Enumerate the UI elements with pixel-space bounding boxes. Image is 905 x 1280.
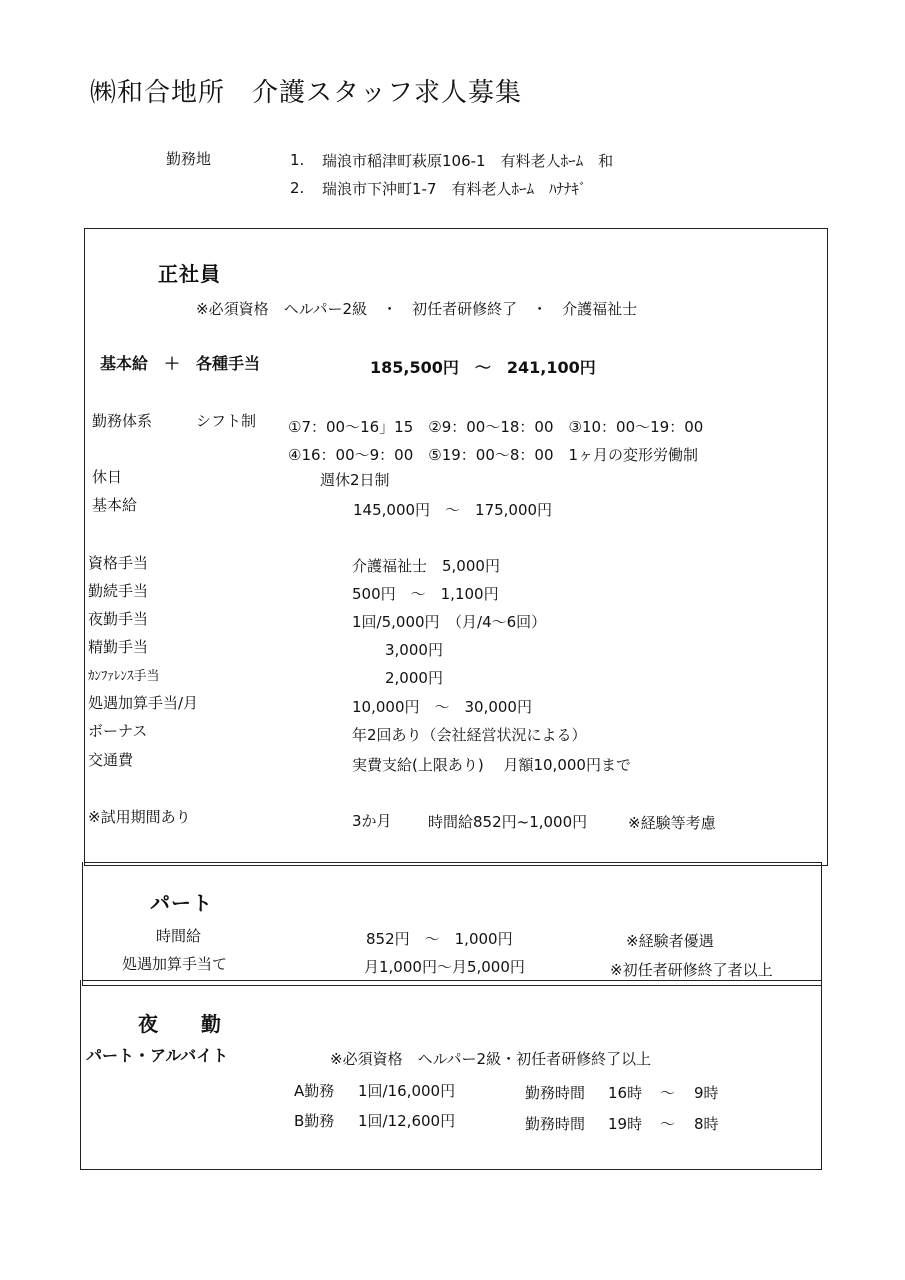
- base-pay-label: 基本給: [92, 496, 138, 514]
- allowance-value: 介護福祉士 5,000円: [352, 557, 500, 575]
- parttime-heading: パート: [150, 891, 213, 915]
- night-subheading: パート・アルバイト: [86, 1046, 229, 1065]
- base-pay-value: 145,000円 ～ 175,000円: [353, 501, 553, 519]
- trial-note: ※経験等考慮: [628, 814, 716, 832]
- night-box: [80, 980, 822, 1170]
- parttime-bonus-label: 処遇加算手当て: [122, 955, 228, 973]
- holiday-label: 休日: [92, 468, 123, 486]
- page-title: ㈱和合地所 介護スタッフ求人募集: [90, 78, 523, 108]
- shift-b-end: 8時: [694, 1115, 719, 1133]
- allowance-label: 夜勤手当: [88, 610, 149, 628]
- allowance-value: 実費支給(上限あり) 月額10,000円まで: [352, 756, 631, 774]
- trial-wage: 時間給852円~1,000円: [428, 813, 588, 831]
- shift-b-sep: ～: [660, 1115, 676, 1133]
- allowance-label: 処遇加算手当/月: [88, 694, 199, 712]
- shift-b-name: B勤務: [294, 1112, 335, 1130]
- pay-summary-label: 基本給 ＋ 各種手当: [100, 354, 261, 373]
- shift-a-pay: 1回/16,000円: [358, 1082, 456, 1100]
- allowance-label: 精勤手当: [88, 638, 149, 656]
- allowance-label: 交通費: [88, 751, 134, 769]
- shift-a-name: A勤務: [294, 1082, 335, 1100]
- allowance-value: 500円 ～ 1,100円: [352, 585, 499, 603]
- night-heading: 夜 勤: [138, 1012, 222, 1036]
- parttime-bonus-value: 月1,000円～月5,000円: [364, 958, 525, 976]
- hourly-value: 852円 ～ 1,000円: [366, 930, 513, 948]
- allowance-label: ボーナス: [88, 722, 148, 740]
- location-1-text: 瑞浪市稲津町萩原106-1 有料老人ﾎｰﾑ 和: [322, 152, 614, 170]
- shift-a-start: 16時: [608, 1084, 643, 1102]
- shift-a-sep: ～: [660, 1084, 676, 1102]
- allowance-label: ｶﾝﾌｧﾚﾝｽ手当: [88, 669, 160, 684]
- shift-b-time-label: 勤務時間: [525, 1115, 586, 1133]
- allowance-value: 2,000円: [385, 669, 443, 687]
- location-2-num: 2.: [290, 179, 305, 197]
- shift-line-2: ④16：00～9：00 ⑤19：00～8：00 1ヶ月の変形労働制: [288, 446, 699, 464]
- allowance-label: 勤続手当: [88, 582, 149, 600]
- shift-b-start: 19時: [608, 1115, 643, 1133]
- shift-b-pay: 1回/12,600円: [358, 1112, 456, 1130]
- allowance-value: 1回/5,000円 （月/4～6回）: [352, 613, 547, 631]
- allowance-value: 年2回あり（会社経営状況による）: [352, 726, 587, 744]
- fulltime-requirement: ※必須資格 ヘルパー2級 ・ 初任者研修終了 ・ 介護福祉士: [196, 300, 638, 318]
- holiday-value: 週休2日制: [320, 471, 390, 489]
- hourly-label: 時間給: [156, 927, 202, 945]
- shift-type: シフト制: [196, 412, 257, 430]
- location-label: 勤務地: [166, 150, 212, 168]
- allowance-value: 10,000円 ～ 30,000円: [352, 698, 532, 716]
- shift-a-time-label: 勤務時間: [525, 1084, 586, 1102]
- parttime-bonus-note: ※初任者研修終了者以上: [610, 961, 773, 979]
- trial-label: ※試用期間あり: [88, 808, 191, 826]
- shift-a-end: 9時: [694, 1084, 719, 1102]
- pay-summary-value: 185,500円 ～ 241,100円: [370, 358, 596, 377]
- location-2-text: 瑞浪市下沖町1-7 有料老人ﾎｰﾑ ﾊﾅﾅｷﾞ: [322, 180, 587, 198]
- hourly-note: ※経験者優遇: [626, 932, 714, 950]
- location-1-num: 1.: [290, 151, 305, 169]
- allowance-value: 3,000円: [385, 641, 443, 659]
- fulltime-heading: 正社員: [158, 262, 221, 286]
- shift-line-1: ①7：00～16」15 ②9：00～18：00 ③10：00～19：00: [288, 418, 704, 436]
- night-requirement: ※必須資格 ヘルパー2級・初任者研修終了以上: [330, 1050, 652, 1068]
- trial-period: 3か月: [352, 812, 392, 830]
- shift-label: 勤務体系: [92, 412, 153, 430]
- allowance-label: 資格手当: [88, 554, 149, 572]
